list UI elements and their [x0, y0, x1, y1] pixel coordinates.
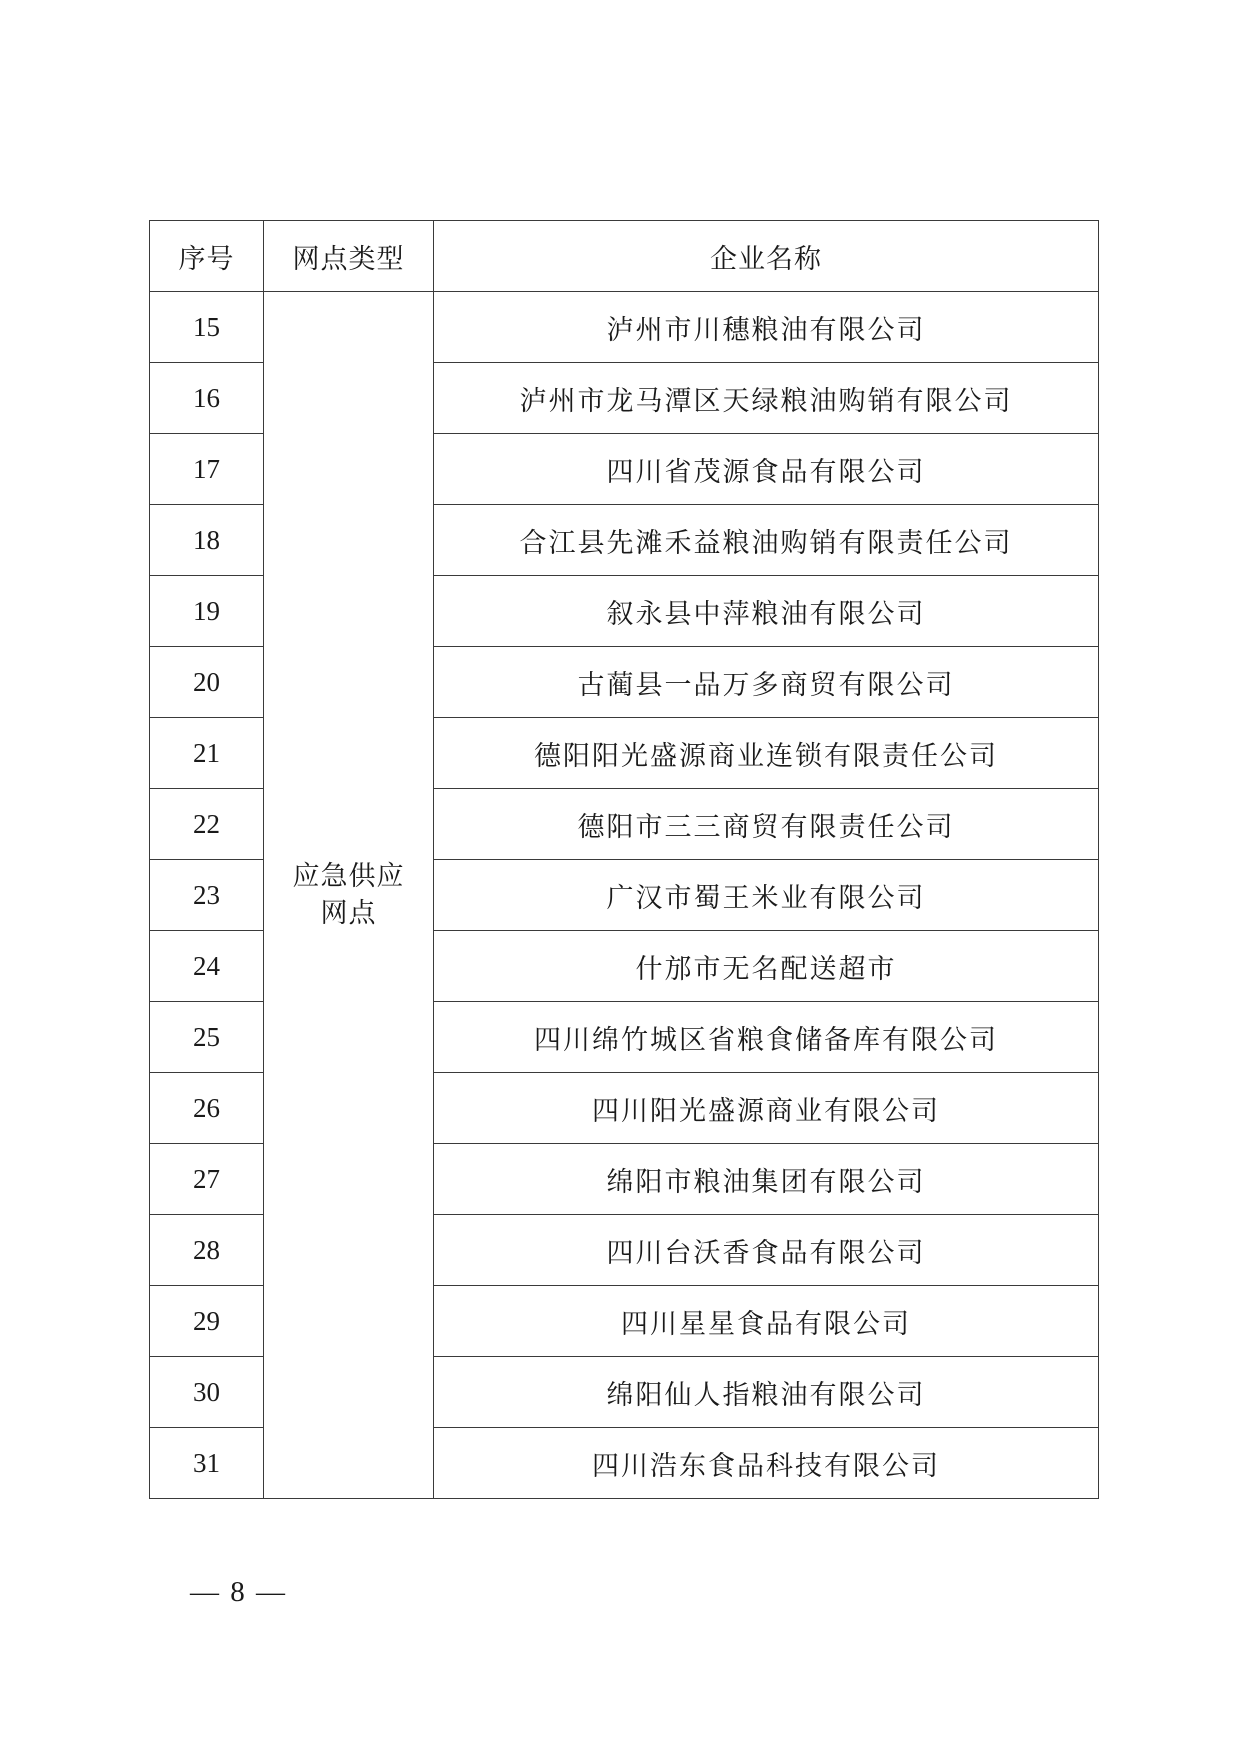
row-seq: 27	[150, 1144, 264, 1215]
row-seq: 18	[150, 505, 264, 576]
row-enterprise-name: 合江县先滩禾益粮油购销有限责任公司	[434, 505, 1099, 576]
header-seq: 序号	[150, 221, 264, 292]
row-enterprise-name: 四川星星食品有限公司	[434, 1286, 1099, 1357]
row-enterprise-name: 绵阳市粮油集团有限公司	[434, 1144, 1099, 1215]
row-seq: 17	[150, 434, 264, 505]
row-enterprise-name: 泸州市龙马潭区天绿粮油购销有限公司	[434, 363, 1099, 434]
row-enterprise-name: 泸州市川穗粮油有限公司	[434, 292, 1099, 363]
row-seq: 28	[150, 1215, 264, 1286]
header-enterprise-name: 企业名称	[434, 221, 1099, 292]
table-row	[150, 292, 1099, 363]
row-enterprise-name: 四川绵竹城区省粮食储备库有限公司	[434, 1002, 1099, 1073]
table-body	[150, 292, 1099, 1499]
row-seq: 30	[150, 1357, 264, 1428]
network-type-cell: 应急供应网点	[264, 292, 434, 1499]
row-enterprise-name: 广汉市蜀王米业有限公司	[434, 860, 1099, 931]
row-seq: 19	[150, 576, 264, 647]
row-seq: 22	[150, 789, 264, 860]
row-seq: 29	[150, 1286, 264, 1357]
row-seq: 24	[150, 931, 264, 1002]
row-seq: 21	[150, 718, 264, 789]
row-enterprise-name: 四川台沃香食品有限公司	[434, 1215, 1099, 1286]
row-enterprise-name: 古蔺县一品万多商贸有限公司	[434, 647, 1099, 718]
row-seq: 15	[150, 292, 264, 363]
row-enterprise-name: 绵阳仙人指粮油有限公司	[434, 1357, 1099, 1428]
row-seq: 31	[150, 1428, 264, 1499]
row-seq: 16	[150, 363, 264, 434]
header-network-type: 网点类型	[264, 221, 434, 292]
row-enterprise-name: 叙永县中萍粮油有限公司	[434, 576, 1099, 647]
page-number: — 8 —	[190, 1576, 287, 1608]
table-header-row	[150, 221, 1099, 292]
row-seq: 26	[150, 1073, 264, 1144]
row-seq: 25	[150, 1002, 264, 1073]
enterprise-table	[149, 220, 1099, 1499]
row-enterprise-name: 德阳市三三商贸有限责任公司	[434, 789, 1099, 860]
row-enterprise-name: 四川阳光盛源商业有限公司	[434, 1073, 1099, 1144]
row-enterprise-name: 四川浩东食品科技有限公司	[434, 1428, 1099, 1499]
row-seq: 23	[150, 860, 264, 931]
row-seq: 20	[150, 647, 264, 718]
row-enterprise-name: 德阳阳光盛源商业连锁有限责任公司	[434, 718, 1099, 789]
row-enterprise-name: 四川省茂源食品有限公司	[434, 434, 1099, 505]
row-enterprise-name: 什邡市无名配送超市	[434, 931, 1099, 1002]
